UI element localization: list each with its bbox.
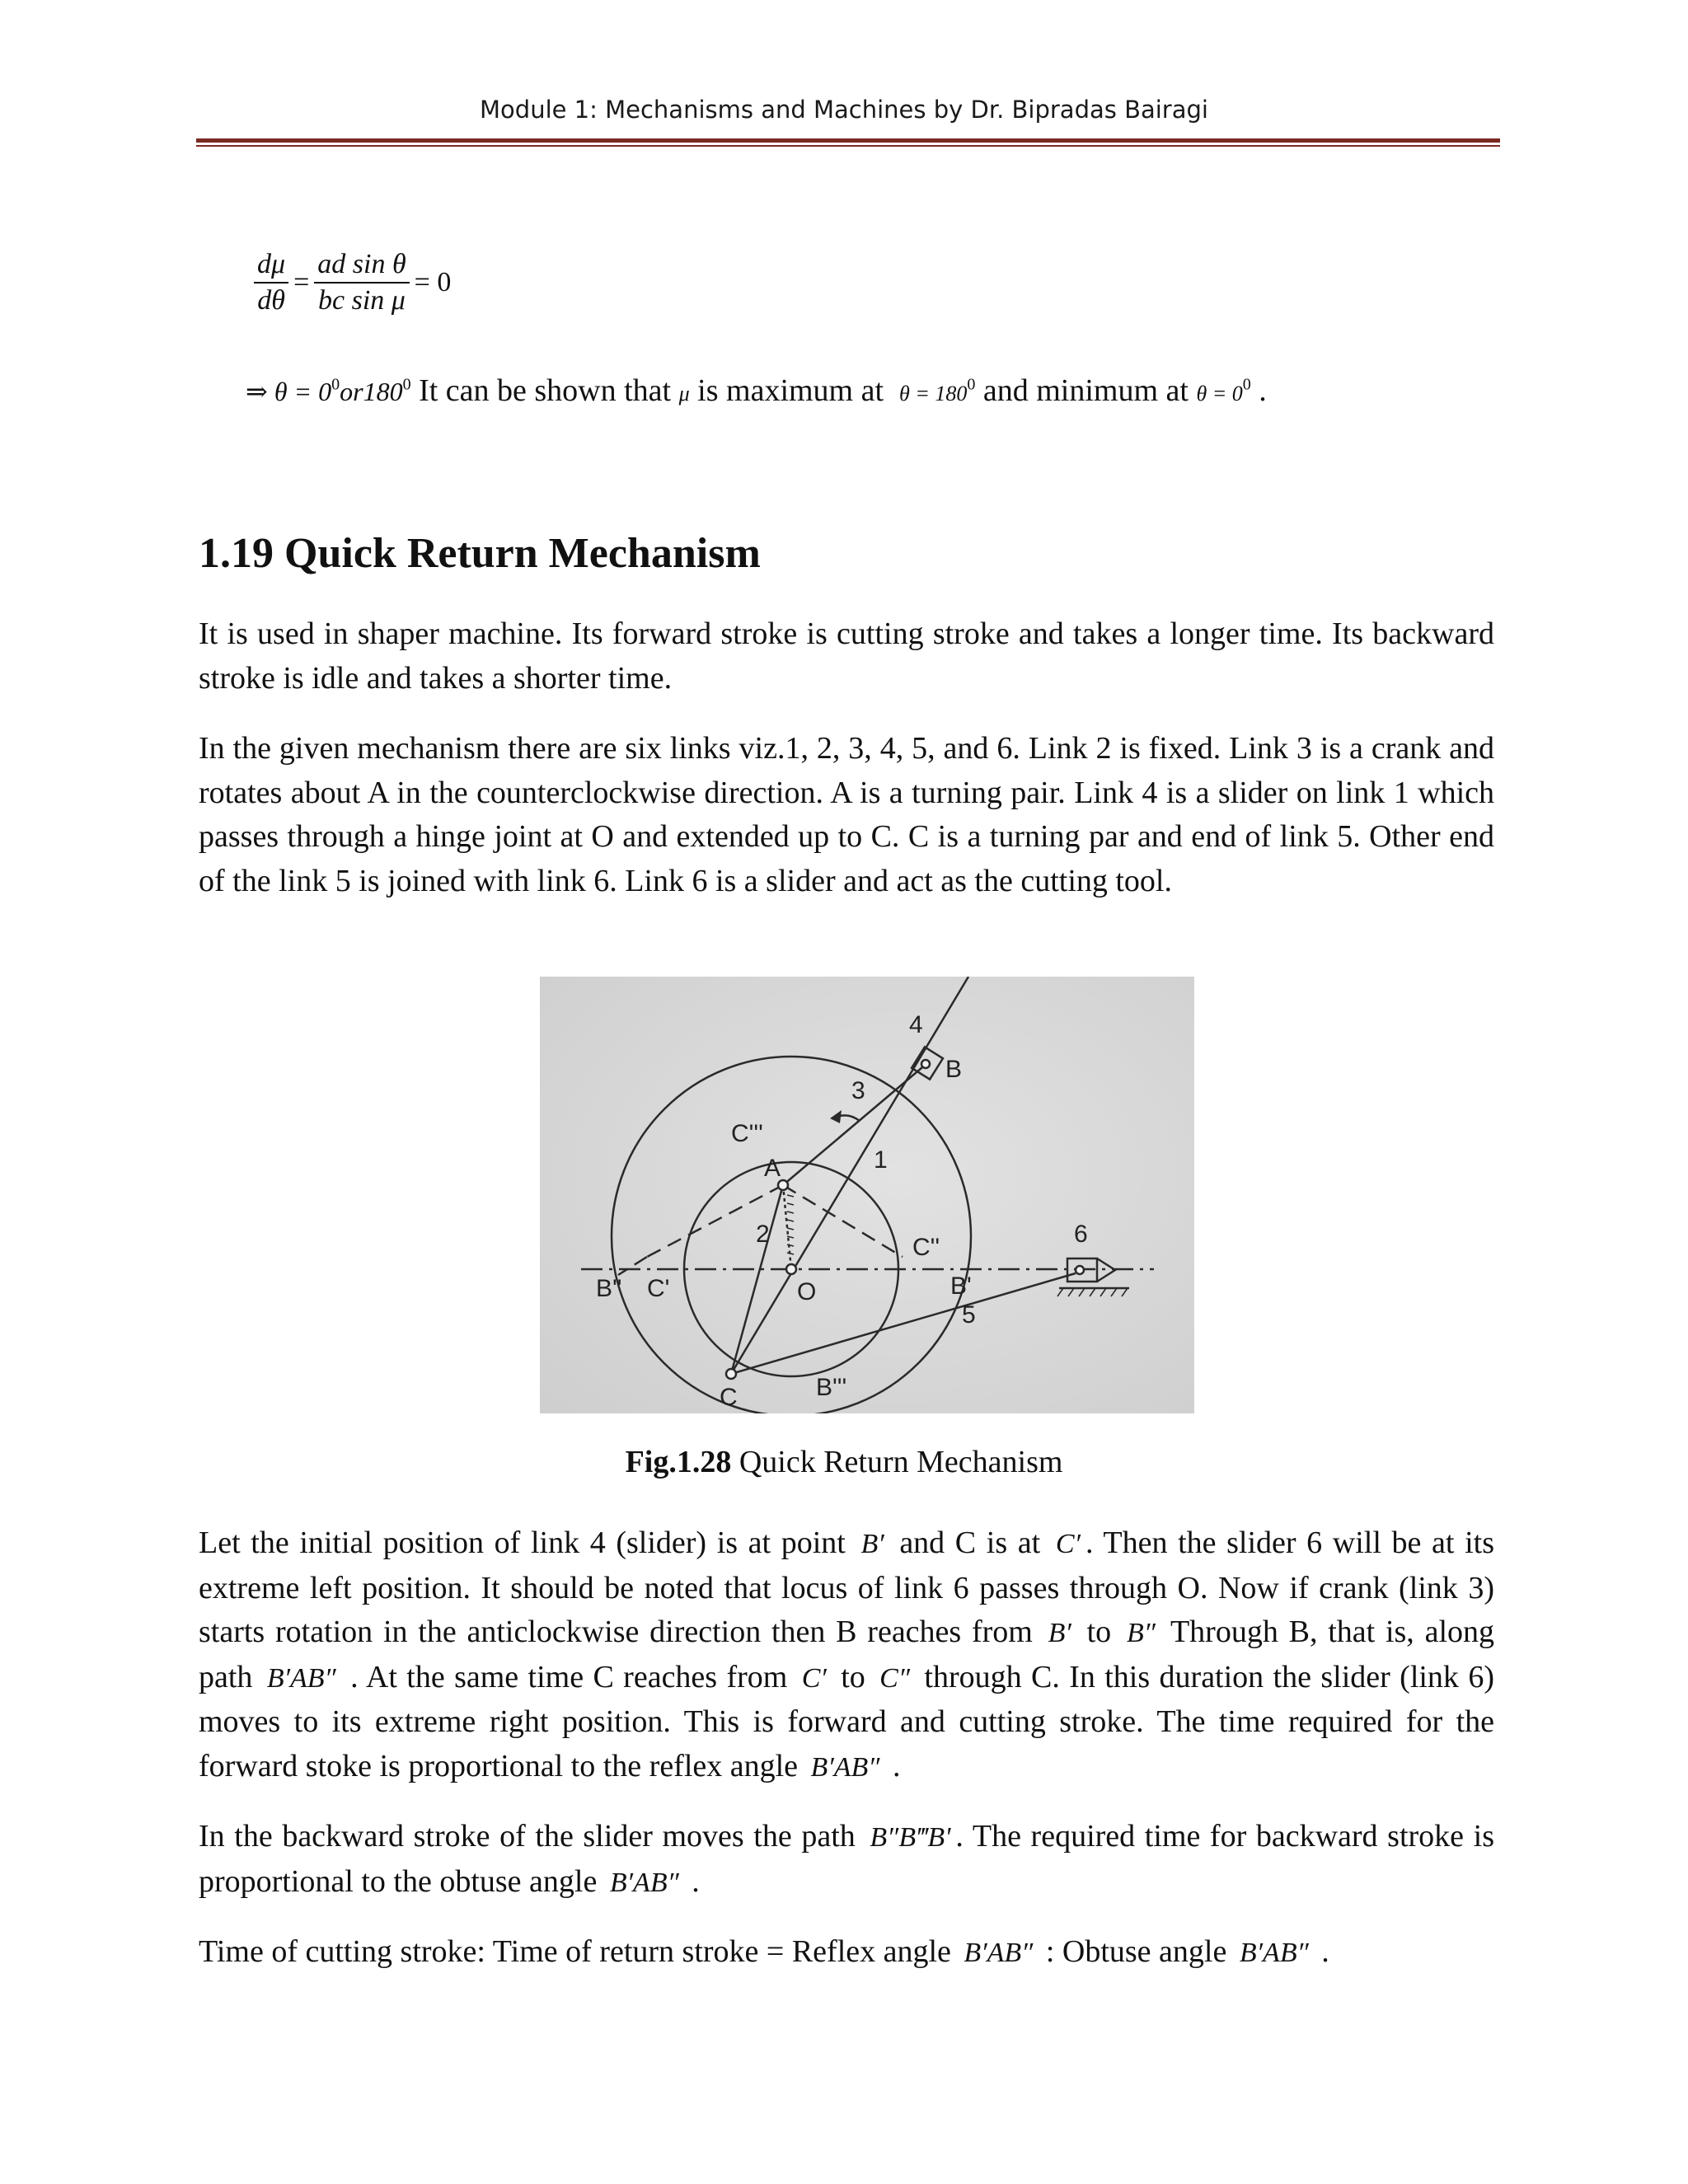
- label-point-B: B: [945, 1056, 963, 1083]
- label-link-4: 4: [909, 1011, 923, 1038]
- label-point-B-triple-prime: B''': [816, 1374, 847, 1401]
- fraction-lhs-numerator: dμ: [254, 249, 288, 284]
- header-rule-thick: [196, 138, 1500, 143]
- p3-text-4: to: [1076, 1615, 1122, 1649]
- equals-sign: =: [293, 267, 310, 298]
- section-heading: 1.19 Quick Return Mechanism: [199, 530, 761, 577]
- p3-text-3: . Then the slider 6 will be at its extreme left position. It should be noted that locus of link 6 passes through O. Now if crank (link 3) starts rotation in the anticlockwise direction then B reaches from: [199, 1526, 1495, 1649]
- paragraph-links: In the given mechanism there are six links viz.1, 2, 3, 4, 5, and 6. Link 2 is fixed. Link 3 is a crank and rotates about A in the counterclockwise direction. A is a turning pair. Link 4 is a slider on link 1 which passes through a hinge joint at O and extended up to C. C is a turning par and end of link 5. Other end of the link 5 is joined with link 6. Link 6 is a slider and act as the cutting tool.: [199, 731, 1494, 898]
- statement-text-3: and minimum at: [975, 373, 1197, 408]
- p3-math-6: C′: [801, 1662, 827, 1694]
- p3-math-3: B′: [1048, 1618, 1071, 1648]
- paragraph-backward-stroke: [199, 1815, 1494, 1905]
- p4-math-2: B′AB″: [609, 1867, 679, 1898]
- fraction-rhs-numerator: ad sin θ: [314, 249, 409, 284]
- max-theta: θ = 180: [899, 382, 968, 405]
- fraction-lhs: [254, 249, 288, 316]
- p4-math-1: B″B‴B': [870, 1822, 951, 1853]
- or-expression: or180: [340, 377, 403, 406]
- p4-text-2: . The required time for backward stroke is proportional to the obtuse angle: [199, 1819, 1495, 1899]
- statement-text-1: It can be shown that: [410, 373, 672, 408]
- label-point-B-double-prime: B'': [596, 1275, 622, 1302]
- label-point-C-double-prime: C'': [912, 1234, 940, 1261]
- figure-caption-label: Fig.1.28: [625, 1445, 732, 1479]
- p5-math-2: B′AB″: [1239, 1938, 1309, 1968]
- p5-text-1: Time of cutting stroke: Time of return stroke = Reflex angle: [199, 1934, 959, 1969]
- max-degree-sup: 0: [967, 375, 976, 394]
- statement-end: .: [1250, 373, 1267, 408]
- equation-extremes: [246, 373, 1267, 409]
- mechanism-figure: [540, 977, 1194, 1413]
- equation-derivative: [254, 249, 456, 316]
- paragraph-forward-stroke: [199, 1521, 1494, 1789]
- p4-text-3: .: [683, 1863, 700, 1899]
- label-point-C-prime: C': [647, 1275, 670, 1302]
- p3-text-1: Let the initial position of link 4 (slider) is at point: [199, 1526, 856, 1560]
- p5-text-2: : Obtuse angle: [1038, 1934, 1235, 1969]
- p4-text-1: In the backward stroke of the slider moves the path: [199, 1819, 865, 1854]
- figure-caption-text: Quick Return Mechanism: [731, 1445, 1063, 1479]
- p3-text-2: and C is at: [889, 1526, 1051, 1560]
- degree-sup-1: 0: [331, 375, 340, 394]
- p3-math-2: C′: [1055, 1529, 1081, 1559]
- p3-text-8: through C. In this duration the slider (link 6) moves to its extreme right position. This is forward and cutting stroke. The time required for the forward stoke is proportional to the reflex angle: [199, 1659, 1494, 1783]
- implies-expression: ⇒ θ = 0: [246, 377, 332, 406]
- p5-math-1: B′AB″: [964, 1938, 1034, 1968]
- p3-math-8: B′AB″: [810, 1751, 880, 1783]
- paragraph-time-ratio: [199, 1930, 1494, 1975]
- mu-symbol: μ: [678, 382, 690, 405]
- p3-text-9: .: [884, 1748, 901, 1783]
- fraction-lhs-denominator: dθ: [257, 285, 285, 316]
- label-point-C: C: [720, 1384, 738, 1411]
- page-header: Module 1: Mechanisms and Machines by Dr. Bipradas Bairagi: [480, 96, 1208, 124]
- p3-math-7: C″: [879, 1662, 911, 1694]
- p3-math-1: B′: [860, 1529, 884, 1559]
- p3-text-7: to: [831, 1659, 875, 1694]
- p3-text-6: . At the same time C reaches from: [340, 1659, 797, 1694]
- label-link-1: 1: [874, 1146, 888, 1174]
- p3-text-5: Through B, that is, along path: [199, 1615, 1494, 1694]
- label-point-O: O: [797, 1278, 817, 1305]
- header-rule-thin: [196, 145, 1500, 147]
- label-point-C-triple-prime: C''': [731, 1120, 763, 1147]
- paragraph-intro: It is used in shaper machine. Its forward stroke is cutting stroke and takes a longer time. Its backward stroke is idle and takes a shorter time.: [199, 616, 1494, 696]
- fraction-rhs-denominator: bc sin μ: [318, 285, 406, 316]
- label-point-B-prime: B': [950, 1272, 972, 1300]
- statement-text-2: is maximum at: [689, 373, 892, 408]
- label-link-6: 6: [1074, 1221, 1088, 1248]
- min-degree-sup: 0: [1242, 375, 1251, 394]
- p3-math-4: B″: [1126, 1618, 1156, 1648]
- mechanism-diagram: [540, 977, 1194, 1413]
- figure-caption: [0, 1444, 1688, 1480]
- label-point-A: A: [764, 1155, 781, 1182]
- label-link-2: 2: [756, 1221, 770, 1248]
- equation-result: = 0: [414, 267, 452, 298]
- min-theta: θ = 0: [1196, 382, 1243, 405]
- label-link-3: 3: [851, 1077, 865, 1104]
- p5-text-3: .: [1313, 1934, 1329, 1969]
- degree-sup-2: 0: [402, 375, 411, 394]
- p3-math-5: B′AB″: [266, 1662, 336, 1694]
- fraction-rhs: [314, 249, 409, 316]
- label-link-5: 5: [962, 1301, 976, 1329]
